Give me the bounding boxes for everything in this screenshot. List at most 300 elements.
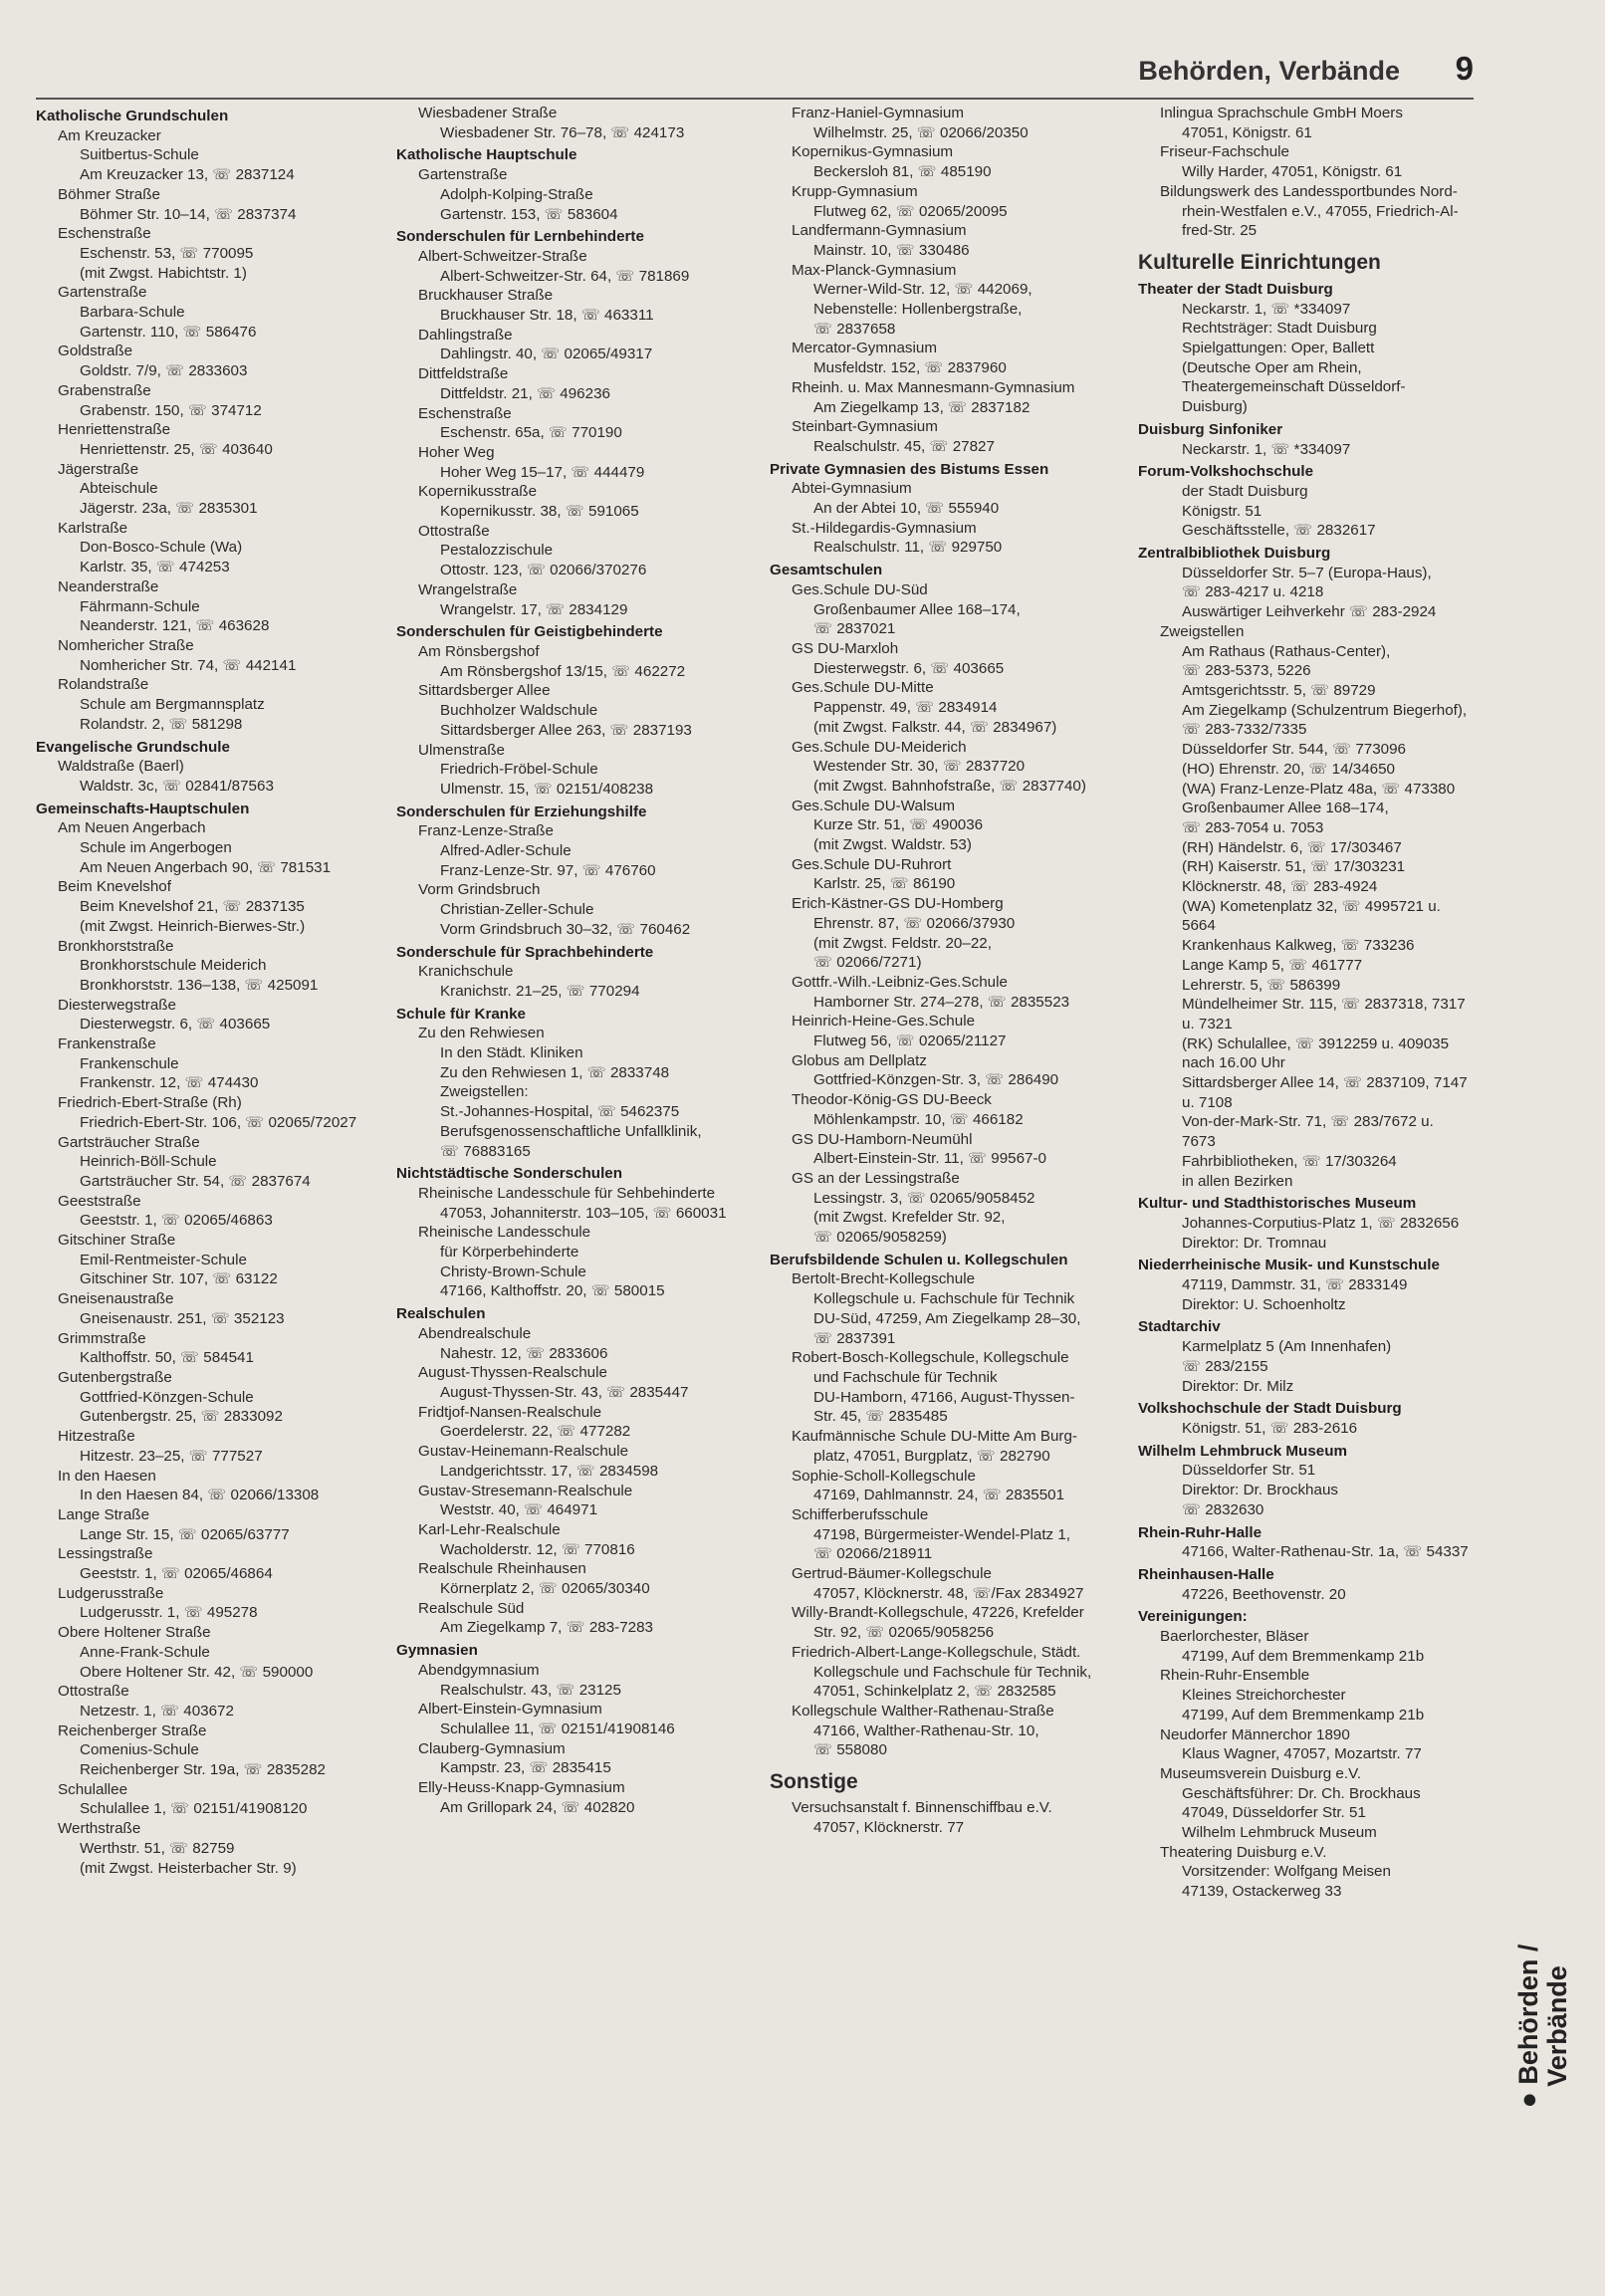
entry-detail: Bronkhorstschule Meiderich <box>80 957 267 975</box>
entry-detail: Sittardsberger Allee 14, ☏ 2837109, 7147 <box>1182 1074 1468 1092</box>
entry-detail: 47057, Klöcknerstr. 48, ☏/Fax 2834927 <box>813 1584 1084 1602</box>
entry-detail: Don-Bosco-Schule (Wa) <box>80 539 243 557</box>
entry-detail: Nomhericher Str. 74, ☏ 442141 <box>80 656 297 674</box>
entry-detail: (mit Zwgst. Bahnhofstraße, ☏ 2837740) <box>813 777 1086 795</box>
entry-detail: Ehrenstr. 87, ☏ 02066/37930 <box>813 914 1016 932</box>
entry-detail: Musfeldstr. 152, ☏ 2837960 <box>813 359 1007 377</box>
entry-title: GS DU-Hamborn-Neumühl <box>792 1130 973 1148</box>
entry-detail: (RK) Schulallee, ☏ 3912259 u. 409035 <box>1182 1034 1450 1052</box>
entry-detail: Direktor: U. Schoenholtz <box>1182 1295 1346 1313</box>
entry-detail: Heinrich-Böll-Schule <box>80 1153 217 1171</box>
entry-title: GS DU-Marxloh <box>792 639 899 657</box>
entry-detail: Kranichstr. 21–25, ☏ 770294 <box>440 982 640 1000</box>
section-heading: Duisburg Sinfoniker <box>1138 420 1283 438</box>
entry-detail: An der Abtei 10, ☏ 555940 <box>813 500 1000 518</box>
entry-title: Realschule Süd <box>418 1599 525 1617</box>
entry-detail: 47057, Klöcknerstr. 77 <box>813 1818 965 1836</box>
entry-title: Eschenstraße <box>58 225 151 243</box>
entry-title: Kollegschule Walther-Rathenau-Straße <box>792 1702 1054 1720</box>
entry-detail: Adolph-Kolping-Straße <box>440 185 593 203</box>
entry-detail: Großenbaumer Allee 168–174, <box>1182 800 1389 817</box>
entry-detail: (RH) Kaiserstr. 51, ☏ 17/303231 <box>1182 858 1406 876</box>
entry-detail: Anne-Frank-Schule <box>80 1643 210 1661</box>
entry-detail: Neckarstr. 1, ☏ *334097 <box>1182 300 1351 318</box>
entry-detail: Frankenstr. 12, ☏ 474430 <box>80 1074 259 1092</box>
entry-detail: Geeststr. 1, ☏ 02065/46863 <box>80 1212 273 1230</box>
entry-title: Lessingstraße <box>58 1545 153 1563</box>
entry-title: Krupp-Gymnasium <box>792 182 918 200</box>
entry-detail: St.-Johannes-Hospital, ☏ 5462375 <box>440 1103 680 1121</box>
entry-detail: Am Kreuzacker 13, ☏ 2837124 <box>80 166 295 184</box>
entry-detail: Zu den Rehwiesen 1, ☏ 2833748 <box>440 1063 670 1081</box>
entry-detail: Kurze Str. 51, ☏ 490036 <box>813 816 984 834</box>
entry-title: Theodor-König-GS DU-Beeck <box>792 1091 992 1109</box>
entry-title: GS an der Lessingstraße <box>792 1169 960 1187</box>
entry-detail: Sittardsberger Allee 263, ☏ 2837193 <box>440 721 692 739</box>
entry-detail: 5664 <box>1182 917 1216 935</box>
entry-detail: Lessingstr. 3, ☏ 02065/9058452 <box>813 1189 1035 1207</box>
entry-title: Henriettenstraße <box>58 421 171 439</box>
entry-title: Am Neuen Angerbach <box>58 819 206 837</box>
entry-detail: Wilhelmstr. 25, ☏ 02066/20350 <box>813 123 1029 141</box>
section-heading: Gymnasien <box>396 1642 478 1660</box>
entry-detail: In den Städt. Kliniken <box>440 1044 583 1062</box>
entry-title: Gartenstraße <box>418 166 508 184</box>
entry-detail: Geschäftsstelle, ☏ 2832617 <box>1182 522 1376 540</box>
entry-detail: fred-Str. 25 <box>1182 222 1258 240</box>
entry-detail: Am Ziegelkamp 7, ☏ 283-7283 <box>440 1619 654 1637</box>
entry-title: Friedrich-Ebert-Straße (Rh) <box>58 1094 242 1112</box>
entry-title: Werthstraße <box>58 1820 141 1838</box>
entry-title: Grimmstraße <box>58 1329 146 1347</box>
entry-detail: Str. 45, ☏ 2835485 <box>813 1408 948 1426</box>
entry-detail: August-Thyssen-Str. 43, ☏ 2835447 <box>440 1384 689 1401</box>
entry-detail: Düsseldorfer Str. 5–7 (Europa-Haus), <box>1182 564 1432 581</box>
entry-title: Albert-Schweitzer-Straße <box>418 247 587 265</box>
entry-detail: Goldstr. 7/9, ☏ 2833603 <box>80 362 248 380</box>
section-title: Behörden, Verbände <box>1138 56 1400 86</box>
entry-title: Diesterwegstraße <box>58 996 177 1014</box>
entry-title: Friedrich-Albert-Lange-Kollegschule, Städt. <box>792 1643 1081 1661</box>
section-heading: Evangelische Grundschule <box>36 738 230 756</box>
entry-detail: Pestalozzischule <box>440 542 554 560</box>
entry-detail: Str. 92, ☏ 02065/9058256 <box>813 1624 995 1642</box>
entry-detail: 47051, Schinkelplatz 2, ☏ 2832585 <box>813 1683 1056 1701</box>
entry-detail: Karlstr. 35, ☏ 474253 <box>80 559 230 576</box>
entry-detail: Rolandstr. 2, ☏ 581298 <box>80 715 243 733</box>
entry-detail: platz, 47051, Burgplatz, ☏ 282790 <box>813 1447 1050 1465</box>
entry-detail: Fahrbibliotheken, ☏ 17/303264 <box>1182 1152 1397 1170</box>
section-heading: Schule für Kranke <box>396 1005 526 1023</box>
entry-detail: Bruckhauser Str. 18, ☏ 463311 <box>440 307 654 325</box>
entry-detail: Gartsträucher Str. 54, ☏ 2837674 <box>80 1172 311 1190</box>
entry-detail: Ulmenstr. 15, ☏ 02151/408238 <box>440 780 654 798</box>
entry-detail: und Fachschule für Technik <box>813 1369 998 1386</box>
entry-detail: Schule im Angerbogen <box>80 839 232 857</box>
entry-title: Nomhericher Straße <box>58 636 194 654</box>
major-heading: Sonstige <box>770 1770 858 1794</box>
section-heading: Sonderschule für Sprachbehinderte <box>396 943 654 961</box>
section-heading: Katholische Grundschulen <box>36 108 229 124</box>
entry-title: Franz-Lenze-Straße <box>418 822 554 840</box>
entry-detail: ☏ 2837658 <box>813 320 896 338</box>
entry-detail: 47169, Dahlmannstr. 24, ☏ 2835501 <box>813 1487 1065 1504</box>
entry-detail: Werthstr. 51, ☏ 82759 <box>80 1839 235 1857</box>
entry-detail: ☏ 558080 <box>813 1741 887 1759</box>
entry-title: Erich-Kästner-GS DU-Homberg <box>792 895 1004 913</box>
entry-detail: Wrangelstr. 17, ☏ 2834129 <box>440 600 628 618</box>
entry-title: Theatering Duisburg e.V. <box>1160 1843 1327 1861</box>
entry-title: Grabenstraße <box>58 381 151 399</box>
entry-detail: Diesterwegstr. 6, ☏ 403665 <box>80 1016 271 1033</box>
entry-detail: Königstr. 51 <box>1182 502 1262 520</box>
entry-detail: Direktor: Dr. Tromnau <box>1182 1234 1327 1252</box>
entry-detail: (WA) Franz-Lenze-Platz 48a, ☏ 473380 <box>1182 780 1456 798</box>
entry-detail: 47166, Walther-Rathenau-Str. 10, <box>813 1722 1039 1739</box>
entry-title: Landfermann-Gymnasium <box>792 222 967 240</box>
entry-detail: Dahlingstr. 40, ☏ 02065/49317 <box>440 345 653 363</box>
section-heading: Zentralbibliothek Duisburg <box>1138 545 1331 563</box>
entry-title: Mercator-Gymnasium <box>792 340 937 357</box>
entry-detail: Eschenstr. 53, ☏ 770095 <box>80 244 254 262</box>
entry-detail: Ottostr. 123, ☏ 02066/370276 <box>440 562 647 579</box>
entry-title: Böhmer Straße <box>58 185 160 203</box>
entry-detail: Pappenstr. 49, ☏ 2834914 <box>813 699 998 717</box>
section-heading: Volkshochschule der Stadt Duisburg <box>1138 1400 1402 1418</box>
entry-title: Schulallee <box>58 1780 128 1798</box>
entry-detail: Realschulstr. 45, ☏ 27827 <box>813 437 995 455</box>
entry-detail: Lange Kamp 5, ☏ 461777 <box>1182 956 1363 974</box>
entry-detail: DU-Süd, 47259, Am Ziegelkamp 28–30, <box>813 1309 1081 1327</box>
entry-title: Wiesbadener Straße <box>418 105 558 121</box>
entry-title: Gneisenaustraße <box>58 1290 174 1308</box>
entry-detail: Comenius-Schule <box>80 1741 199 1759</box>
entry-detail: Hoher Weg 15–17, ☏ 444479 <box>440 463 645 481</box>
section-heading: Theater der Stadt Duisburg <box>1138 280 1333 298</box>
entry-title: Jägerstraße <box>58 460 139 478</box>
entry-title: Rolandstraße <box>58 676 149 694</box>
entry-detail: Gneisenaustr. 251, ☏ 352123 <box>80 1309 285 1327</box>
entry-title: Gertrud-Bäumer-Kollegschule <box>792 1565 992 1583</box>
entry-detail: Wacholderstr. 12, ☏ 770816 <box>440 1540 635 1558</box>
entry-detail: (mit Zwgst. Feldstr. 20–22, <box>813 934 992 952</box>
entry-detail: (mit Zwgst. Heisterbacher Str. 9) <box>80 1859 297 1877</box>
entry-title: Beim Knevelshof <box>58 878 171 896</box>
entry-detail: Von-der-Mark-Str. 71, ☏ 283/7672 u. <box>1182 1113 1434 1131</box>
entry-detail: Karmelplatz 5 (Am Innenhafen) <box>1182 1338 1392 1356</box>
entry-detail: Flutweg 56, ☏ 02065/21127 <box>813 1033 1007 1050</box>
section-heading: Gesamtschulen <box>770 562 883 579</box>
entry-detail: 47199, Auf dem Bremmenkamp 21b <box>1182 1647 1425 1665</box>
entry-detail: Diesterwegstr. 6, ☏ 403665 <box>813 659 1005 677</box>
entry-detail: Realschulstr. 43, ☏ 23125 <box>440 1681 621 1699</box>
entry-title: Abtei-Gymnasium <box>792 480 912 498</box>
entry-detail: Düsseldorfer Str. 544, ☏ 773096 <box>1182 741 1406 759</box>
entry-detail: (mit Zwgst. Krefelder Str. 92, <box>813 1209 1006 1227</box>
entry-detail: Westender Str. 30, ☏ 2837720 <box>813 758 1026 776</box>
section-heading: Katholische Hauptschule <box>396 146 577 164</box>
entry-detail: Hitzestr. 23–25, ☏ 777527 <box>80 1447 263 1465</box>
entry-detail: für Körperbehinderte <box>440 1244 579 1262</box>
entry-detail: 47049, Düsseldorfer Str. 51 <box>1182 1804 1366 1822</box>
entry-detail: u. 7321 <box>1182 1015 1233 1033</box>
entry-detail: ☏ 283-7054 u. 7053 <box>1182 818 1324 836</box>
entry-detail: Hamborner Str. 274–278, ☏ 2835523 <box>813 993 1070 1011</box>
entry-detail: Albert-Schweitzer-Str. 64, ☏ 781869 <box>440 267 690 285</box>
section-heading: Sonderschulen für Lernbehinderte <box>396 228 644 246</box>
entry-detail: In den Haesen 84, ☏ 02066/13308 <box>80 1487 320 1504</box>
entry-detail: (mit Zwgst. Habichtstr. 1) <box>80 264 247 282</box>
entry-detail: Rechtsträger: Stadt Duisburg <box>1182 320 1377 338</box>
entry-detail: 47226, Beethovenstr. 20 <box>1182 1585 1346 1603</box>
entry-title: Gottfr.-Wilh.-Leibniz-Ges.Schule <box>792 973 1008 991</box>
entry-title: Ges.Schule DU-Walsum <box>792 797 956 814</box>
entry-title: Ges.Schule DU-Mitte <box>792 679 934 697</box>
entry-title: Sophie-Scholl-Kollegschule <box>792 1467 976 1485</box>
entry-detail: u. 7108 <box>1182 1093 1233 1111</box>
entry-detail: Gottfried-Könzgen-Str. 3, ☏ 286490 <box>813 1071 1059 1089</box>
entry-detail: Weststr. 40, ☏ 464971 <box>440 1501 598 1519</box>
entry-title: Gustav-Heinemann-Realschule <box>418 1443 629 1461</box>
section-heading: Berufsbildende Schulen u. Kollegschulen <box>770 1251 1068 1268</box>
entry-detail: Mainstr. 10, ☏ 330486 <box>813 241 970 259</box>
entry-detail: 7673 <box>1182 1133 1216 1151</box>
entry-detail: Bronkhorststr. 136–138, ☏ 425091 <box>80 976 319 994</box>
entry-detail: ☏ 2832630 <box>1182 1500 1264 1518</box>
entry-title: Gutenbergstraße <box>58 1369 172 1386</box>
entry-detail: Amtsgerichtsstr. 5, ☏ 89729 <box>1182 681 1376 699</box>
section-heading: Rheinhausen-Halle <box>1138 1565 1274 1583</box>
side-tab-label <box>1514 1927 1572 2126</box>
page-header <box>36 50 1474 100</box>
entry-detail: ☏ 02065/9058259) <box>813 1229 947 1247</box>
entry-detail: Spielgattungen: Oper, Ballett <box>1182 340 1375 357</box>
entry-title: Ges.Schule DU-Süd <box>792 580 928 598</box>
entry-detail: Zweigstellen: <box>440 1083 529 1101</box>
entry-title: Bildungswerk des Landessportbundes Nord- <box>1160 182 1458 200</box>
section-heading: Niederrheinische Musik- und Kunstschule <box>1138 1257 1440 1274</box>
entry-title: Globus am Dellplatz <box>792 1051 927 1069</box>
entry-title: Gustav-Stresemann-Realschule <box>418 1482 633 1499</box>
entry-title: Baerlorchester, Bläser <box>1160 1628 1309 1646</box>
column-2 <box>396 104 755 1817</box>
entry-detail: ☏ 2837391 <box>813 1329 896 1347</box>
entry-detail: Gottfried-Könzgen-Schule <box>80 1388 254 1406</box>
column-4 <box>1138 104 1482 1902</box>
entry-detail: Kleines Streichorchester <box>1182 1687 1346 1705</box>
section-heading: Kultur- und Stadthistorisches Museum <box>1138 1195 1417 1213</box>
entry-detail: Emil-Rentmeister-Schule <box>80 1251 247 1268</box>
entry-title: Abendgymnasium <box>418 1661 540 1679</box>
entry-title: Ges.Schule DU-Ruhrort <box>792 855 952 873</box>
entry-detail: Fährmann-Schule <box>80 597 200 615</box>
entry-title: Rheinh. u. Max Mannesmann-Gymnasium <box>792 378 1075 396</box>
entry-title: Albert-Einstein-Gymnasium <box>418 1701 602 1719</box>
entry-title: Sittardsberger Allee <box>418 682 551 700</box>
entry-detail: Barbara-Schule <box>80 304 185 322</box>
entry-detail: Christian-Zeller-Schule <box>440 901 594 919</box>
entry-title: Ulmenstraße <box>418 741 505 759</box>
section-heading: Rhein-Ruhr-Halle <box>1138 1523 1262 1541</box>
entry-detail: Vorm Grindsbruch 30–32, ☏ 760462 <box>440 920 691 938</box>
entry-detail: Wiesbadener Str. 76–78, ☏ 424173 <box>440 123 685 141</box>
entry-title: Lange Straße <box>58 1505 150 1523</box>
entry-detail: Körnerplatz 2, ☏ 02065/30340 <box>440 1580 650 1598</box>
entry-title: Friseur-Fachschule <box>1160 143 1289 161</box>
entry-title: Schifferberufsschule <box>792 1505 929 1523</box>
entry-title: Neanderstraße <box>58 577 159 595</box>
section-heading: Realschulen <box>396 1305 486 1323</box>
entry-title: Dahlingstraße <box>418 326 513 344</box>
entry-detail: Lange Str. 15, ☏ 02065/63777 <box>80 1525 290 1543</box>
entry-detail: Frankenschule <box>80 1054 179 1072</box>
entry-title: Heinrich-Heine-Ges.Schule <box>792 1013 976 1031</box>
entry-detail: Waldstr. 3c, ☏ 02841/87563 <box>80 777 274 795</box>
entry-detail: Auswärtiger Leihverkehr ☏ 283-2924 <box>1182 603 1437 621</box>
entry-title: Rheinische Landesschule für Sehbehinderte <box>418 1184 716 1202</box>
entry-detail: Eschenstr. 65a, ☏ 770190 <box>440 424 622 442</box>
entry-detail: Friedrich-Ebert-Str. 106, ☏ 02065/72027 <box>80 1113 357 1131</box>
entry-detail: Geeststr. 1, ☏ 02065/46864 <box>80 1565 273 1583</box>
entry-detail: (WA) Kometenplatz 32, ☏ 4995721 u. <box>1182 897 1441 915</box>
entry-detail: Schulallee 11, ☏ 02151/41908146 <box>440 1720 675 1737</box>
section-heading: Gemeinschafts-Hauptschulen <box>36 800 250 817</box>
entry-detail: Gitschiner Str. 107, ☏ 63122 <box>80 1270 278 1288</box>
entry-detail: Wilhelm Lehmbruck Museum <box>1182 1824 1377 1842</box>
section-heading: Nichtstädtische Sonderschulen <box>396 1165 623 1183</box>
entry-title: Gartsträucher Straße <box>58 1133 200 1151</box>
entry-title: Hoher Weg <box>418 443 495 461</box>
entry-detail: Flutweg 62, ☏ 02065/20095 <box>813 202 1008 220</box>
entry-detail: ☏ 2837021 <box>813 620 896 638</box>
entry-title: Frankenstraße <box>58 1035 156 1053</box>
entry-detail: Möhlenkampstr. 10, ☏ 466182 <box>813 1110 1024 1128</box>
entry-detail: 47166, Walter-Rathenau-Str. 1a, ☏ 54337 <box>1182 1543 1469 1561</box>
entry-detail: Neckarstr. 1, ☏ *334097 <box>1182 440 1351 458</box>
entry-detail: Am Grillopark 24, ☏ 402820 <box>440 1798 635 1816</box>
entry-title: Dittfeldstraße <box>418 365 509 383</box>
entry-detail: ☏ 283-5373, 5226 <box>1182 662 1311 680</box>
entry-detail: 47119, Dammstr. 31, ☏ 2833149 <box>1182 1276 1408 1294</box>
entry-title: Neudorfer Männerchor 1890 <box>1160 1725 1350 1743</box>
entry-detail: Großenbaumer Allee 168–174, <box>813 600 1021 618</box>
entry-title: Ludgerusstraße <box>58 1584 164 1602</box>
entry-title: St.-Hildegardis-Gymnasium <box>792 519 977 537</box>
entry-title: August-Thyssen-Realschule <box>418 1364 607 1382</box>
entry-title: Gitschiner Straße <box>58 1232 176 1250</box>
entry-detail: Lehrerstr. 5, ☏ 586399 <box>1182 976 1341 994</box>
entry-detail: Klaus Wagner, 47057, Mozartstr. 77 <box>1182 1745 1422 1763</box>
entry-detail: Kollegschule u. Fachschule für Technik <box>813 1290 1075 1308</box>
entry-title: Wrangelstraße <box>418 580 518 598</box>
entry-detail: Dittfeldstr. 21, ☏ 496236 <box>440 384 610 402</box>
entry-title: Geeststraße <box>58 1192 141 1210</box>
entry-detail: Direktor: Dr. Brockhaus <box>1182 1482 1338 1499</box>
entry-detail: Düsseldorfer Str. 51 <box>1182 1462 1316 1480</box>
entry-detail: Geschäftsführer: Dr. Ch. Brockhaus <box>1182 1784 1421 1802</box>
entry-detail: (RH) Händelstr. 6, ☏ 17/303467 <box>1182 838 1402 856</box>
entry-title: Versuchsanstalt f. Binnenschiffbau e.V. <box>792 1799 1052 1817</box>
entry-detail: ☏ 283-7332/7335 <box>1182 721 1307 739</box>
entry-detail: Netzestr. 1, ☏ 403672 <box>80 1702 234 1720</box>
entry-detail: Mündelheimer Str. 115, ☏ 2837318, 7317 <box>1182 996 1466 1014</box>
entry-detail: Berufsgenossenschaftliche Unfallklinik, <box>440 1122 702 1140</box>
entry-title: Clauberg-Gymnasium <box>418 1739 566 1757</box>
entry-title: Max-Planck-Gymnasium <box>792 261 957 279</box>
entry-detail: Gartenstr. 110, ☏ 586476 <box>80 323 257 341</box>
entry-title: Kranichschule <box>418 963 514 981</box>
entry-detail: Kalthoffstr. 50, ☏ 584541 <box>80 1349 254 1367</box>
entry-detail: Friedrich-Fröbel-Schule <box>440 761 598 779</box>
entry-detail: 47051, Königstr. 61 <box>1182 123 1312 141</box>
entry-title: Bertolt-Brecht-Kollegschule <box>792 1270 976 1288</box>
entry-title: Ges.Schule DU-Meiderich <box>792 738 967 756</box>
entry-detail: 47198, Bürgermeister-Wendel-Platz 1, <box>813 1525 1071 1543</box>
entry-detail: ☏ 283-4217 u. 4218 <box>1182 583 1324 601</box>
column-1 <box>36 104 379 1878</box>
entry-detail: Nahestr. 12, ☏ 2833606 <box>440 1344 608 1362</box>
entry-detail: Karlstr. 25, ☏ 86190 <box>813 875 956 893</box>
entry-title: In den Haesen <box>58 1467 156 1485</box>
column-3 <box>770 104 1123 1837</box>
entry-title: Ottostraße <box>418 522 490 540</box>
entry-detail: 47053, Johanniterstr. 103–105, ☏ 660031 <box>440 1204 727 1222</box>
entry-title: Am Kreuzacker <box>58 126 161 144</box>
entry-title: Waldstraße (Baerl) <box>58 758 184 776</box>
entry-title: Gartenstraße <box>58 284 147 302</box>
entry-detail: (mit Zwgst. Heinrich-Bierwes-Str.) <box>80 917 306 935</box>
entry-detail: Duisburg) <box>1182 398 1248 416</box>
entry-detail: Schule am Bergmannsplatz <box>80 696 265 714</box>
entry-title: Franz-Haniel-Gymnasium <box>792 105 965 121</box>
section-heading: Wilhelm Lehmbruck Museum <box>1138 1442 1347 1460</box>
entry-detail: Reichenberger Str. 19a, ☏ 2835282 <box>80 1761 326 1779</box>
entry-detail: Buchholzer Waldschule <box>440 702 598 720</box>
entry-detail: Direktor: Dr. Milz <box>1182 1377 1294 1395</box>
entry-detail: Klöcknerstr. 48, ☏ 283-4924 <box>1182 878 1378 896</box>
entry-detail: Ludgerusstr. 1, ☏ 495278 <box>80 1604 258 1622</box>
entry-detail: Am Neuen Angerbach 90, ☏ 781531 <box>80 858 332 876</box>
entry-detail: Willy Harder, 47051, Königstr. 61 <box>1182 163 1403 181</box>
entry-detail: Vorsitzender: Wolfgang Meisen <box>1182 1863 1391 1881</box>
entry-detail: nach 16.00 Uhr <box>1182 1054 1285 1072</box>
entry-detail: Jägerstr. 23a, ☏ 2835301 <box>80 500 258 518</box>
section-heading: Sonderschulen für Geistigbehinderte <box>396 623 663 641</box>
entry-title: Ottostraße <box>58 1683 129 1701</box>
entry-detail: Landgerichtsstr. 17, ☏ 2834598 <box>440 1462 659 1480</box>
entry-title: Steinbart-Gymnasium <box>792 418 938 436</box>
entry-detail: Am Ziegelkamp 13, ☏ 2837182 <box>813 398 1031 416</box>
major-heading: Kulturelle Einrichtungen <box>1138 250 1381 274</box>
entry-detail: ☏ 76883165 <box>440 1142 531 1160</box>
side-tab <box>1513 1922 1572 2111</box>
entry-detail: Johannes-Corputius-Platz 1, ☏ 2832656 <box>1182 1214 1460 1232</box>
entry-detail: (mit Zwgst. Waldstr. 53) <box>813 836 972 854</box>
entry-detail: Werner-Wild-Str. 12, ☏ 442069, <box>813 281 1032 299</box>
entry-detail: Theatergemeinschaft Düsseldorf- <box>1182 378 1406 396</box>
entry-title: Karlstraße <box>58 519 128 537</box>
entry-title: Museumsverein Duisburg e.V. <box>1160 1764 1362 1782</box>
entry-detail: Realschulstr. 11, ☏ 929750 <box>813 539 1003 557</box>
entry-detail: Nebenstelle: Hollenbergstraße, <box>813 301 1023 319</box>
entry-title: Goldstraße <box>58 343 133 360</box>
entry-title: Realschule Rheinhausen <box>418 1560 586 1578</box>
entry-detail: ☏ 02066/218911 <box>813 1545 933 1563</box>
section-heading: Vereinigungen: <box>1138 1608 1248 1626</box>
section-heading: Sonderschulen für Erziehungshilfe <box>396 803 647 820</box>
entry-detail: Gartenstr. 153, ☏ 583604 <box>440 205 618 223</box>
section-heading: Stadtarchiv <box>1138 1318 1221 1336</box>
